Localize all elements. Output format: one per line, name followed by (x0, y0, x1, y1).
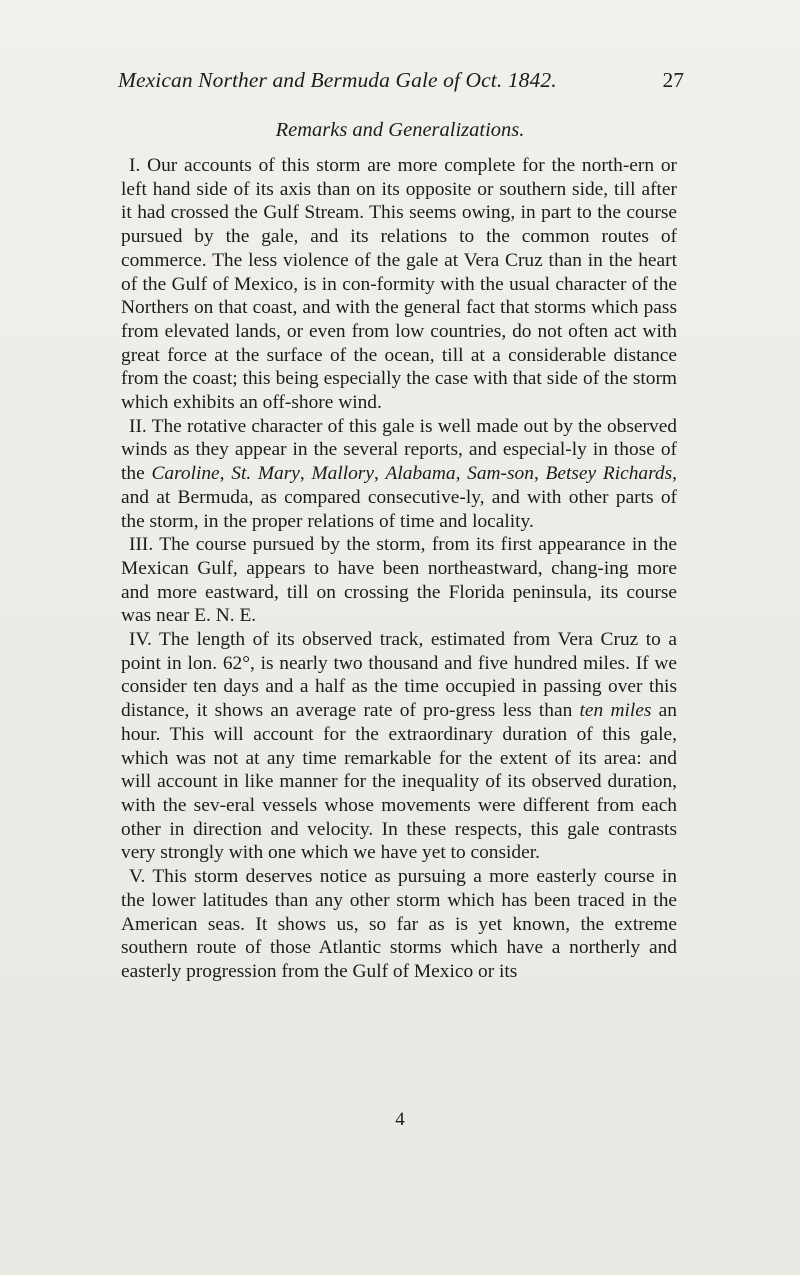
emphasis-ten-miles: ten miles (579, 700, 652, 722)
paragraph-2-end: , and at Bermuda, as compared consecutive-ly, and with other parts of the storm, in the proper relations of time and locality. (121, 463, 678, 532)
paragraph-1: I. Our accounts of this storm are more complete for the north-ern or left hand side of its axis than on its opposite or southern side, till after it had crossed the Gulf Stream. This seems owing, in part to the course pursued by the gale, and its relations to the common routes of commerce. The less violence of the gale at Vera Cruz than in the heart of the Gulf of Mexico, is in con-formity with the usual character of the Northers on that coast, and with the general fact that storms which pass from elevated lands, or even from low countries, do not often act with great force at the surface of the ocean, till at a considerable distance from the coast; this being especially the case with that side of the storm which exhibits an off-shore wind. (121, 155, 677, 414)
paragraph-4-start: IV. The length of its observed track, estimated from Vera Cruz to a point in lon. 62°, is nearly two thousand and five hundred miles. If we consider ten days and a half as the time occupied in passing over this distance, it shows an average rate of pro-gress less than (121, 629, 677, 722)
ship-name-caroline: Caroline (151, 463, 220, 485)
signature-mark: 4 (395, 1109, 405, 1130)
page-number: 27 (662, 68, 684, 92)
running-title: Mexican Norther and Bermuda Gale of Oct. 1842. (118, 68, 557, 92)
ship-name-betsey-richards: Betsey Richards (545, 463, 673, 485)
ship-name-mallory: Mallory (311, 463, 374, 485)
body-text (121, 154, 677, 984)
section-title: Remarks and Generalizations. (275, 119, 525, 141)
paragraph-3: III. The course pursued by the storm, from its first appearance in the Mexican Gulf, appears to have been northeastward, chang-ing more and more eastward, till on crossing the Florida peninsula, its course was near E. N. E. (121, 534, 677, 627)
ship-name-st-mary: St. Mary (231, 463, 300, 485)
paragraph-5: V. This storm deserves notice as pursuing a more easterly course in the lower latitudes than any other storm which has been traced in the American seas. It shows us, so far as is yet known, the extreme southern route of those Atlantic storms which have a northerly and easterly progression from the Gulf of Mexico or its (121, 866, 677, 982)
running-head (118, 68, 684, 96)
paragraph-4-end: an hour. This will account for the extraordinary duration of this gale, which was not at any time remarkable for the extent of its area: and will account in like manner for the inequality of its observed duration, with the sev-eral vessels whose movements were different from each other in direction and velocity. In these respects, this gale contrasts very strongly with one which we have yet to consider. (121, 700, 677, 864)
paragraph-2-start: II. The rotative character of this gale is well made out by the observed winds as they appear in the several reports, and especial-ly in those of the (121, 415, 677, 485)
paragraph-4 (121, 628, 677, 865)
paragraph-2: II. The rotative character of this gale is well made out by the observed winds as they appear in the several reports, and especial-ly in those of the Caroline, St. Mary, Mallory, Alabama, Sam-son, Betsey Richards, and at Bermuda, as compared consecutive-ly, and with other parts of the storm, in the proper relations of time and locality. (121, 415, 678, 532)
ship-name-alabama: Alabama (385, 463, 456, 485)
ship-name-samson: Sam-son (467, 463, 534, 485)
